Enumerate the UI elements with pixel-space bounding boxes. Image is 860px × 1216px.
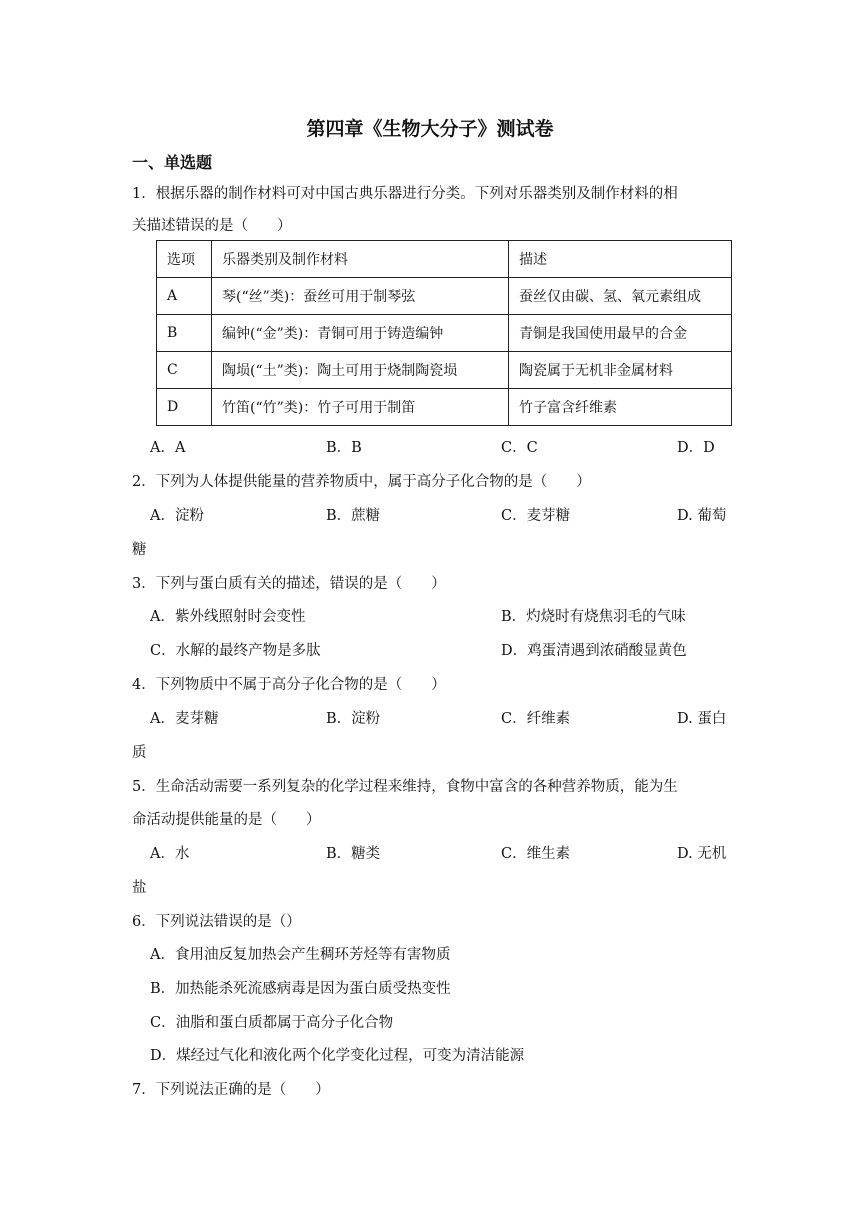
q1-option-c: C．C [501,440,538,456]
q1-stem-line1: 1．根据乐器的制作材料可对中国古典乐器进行分类。下列对乐器类别及制作材料的相 [132,186,678,202]
q4-option-d-wrap: 质 [132,745,147,761]
table-cell: 竹子富含纤维素 [509,389,732,426]
q1-option-d: D．D [677,440,715,456]
q2-option-b: B．蔗糖 [326,508,381,524]
table-cell: 陶埙(“土”类)：陶土可用于烧制陶瓷埙 [212,352,509,389]
q2-option-d: D. 葡萄 [677,508,727,524]
q7-stem: 7．下列说法正确的是（ ） [132,1082,330,1098]
table-cell: B [157,315,212,352]
section-heading: 一、单选题 [132,153,213,172]
q4-option-a: A．麦芽糖 [150,711,219,727]
q1-option-b: B．B [326,440,362,456]
q4-option-c: C．纤维素 [501,711,571,727]
table-header-cell: 乐器类别及制作材料 [212,241,509,278]
table-cell: 蚕丝仅由碳、氢、氧元素组成 [509,278,732,315]
q5-option-a: A．水 [150,846,190,862]
table-cell: 青铜是我国使用最早的合金 [509,315,732,352]
q6-option-a: A．食用油反复加热会产生稠环芳烃等有害物质 [150,947,451,963]
table-row [157,278,732,315]
table-header-row [157,241,732,278]
q6-option-b: B．加热能杀死流感病毒是因为蛋白质受热变性 [150,981,451,997]
q2-stem: 2．下列为人体提供能量的营养物质中，属于高分子化合物的是（ ） [132,474,591,490]
table-cell: 竹笛(“竹”类)：竹子可用于制笛 [212,389,509,426]
table-header-cell: 选项 [157,241,212,278]
table-row [157,352,732,389]
q4-option-b: B．淀粉 [326,711,381,727]
q2-option-a: A．淀粉 [150,508,204,524]
table-cell: A [157,278,212,315]
q5-option-d: D. 无机 [677,846,727,862]
q3-option-d: D．鸡蛋清遇到浓硝酸显黄色 [501,643,687,659]
table-cell: 陶瓷属于无机非金属材料 [509,352,732,389]
q5-option-b: B．糖类 [326,846,381,862]
q2-option-d-wrap: 糖 [132,542,147,558]
q1-stem-line2: 关描述错误的是（ ） [132,218,292,234]
q4-stem: 4．下列物质中不属于高分子化合物的是（ ） [132,677,446,693]
q3-option-c: C．水解的最终产物是多肽 [150,643,321,659]
q4-option-d: D. 蛋白 [677,711,727,727]
page-title: 第四章《生物大分子》测试卷 [306,118,554,140]
table-row [157,315,732,352]
table-cell: 琴(“丝”类)：蚕丝可用于制琴弦 [212,278,509,315]
q1-option-a: A．A [150,440,186,456]
q3-option-a: A．紫外线照射时会变性 [150,609,306,625]
q6-option-c: C．油脂和蛋白质都属于高分子化合物 [150,1015,394,1031]
table-row [157,389,732,426]
table-cell: C [157,352,212,389]
q1-table [156,240,732,426]
table-cell: 编钟(“金”类)：青铜可用于铸造编钟 [212,315,509,352]
q5-stem-line1: 5．生命活动需要一系列复杂的化学过程来维持，食物中富含的各种营养物质，能为生 [132,779,678,795]
q5-option-d-wrap: 盐 [132,880,147,896]
q3-option-b: B．灼烧时有烧焦羽毛的气味 [501,609,686,625]
q2-option-c: C．麦芽糖 [501,508,571,524]
table-cell: D [157,389,212,426]
table-header-cell: 描述 [509,241,732,278]
q3-stem: 3．下列与蛋白质有关的描述，错误的是（ ） [132,576,446,592]
q5-option-c: C．维生素 [501,846,571,862]
q6-stem: 6．下列说法错误的是（） [132,914,301,930]
q5-stem-line2: 命活动提供能量的是（ ） [132,812,321,828]
q6-option-d: D．煤经过气化和液化两个化学变化过程，可变为清洁能源 [150,1048,525,1064]
